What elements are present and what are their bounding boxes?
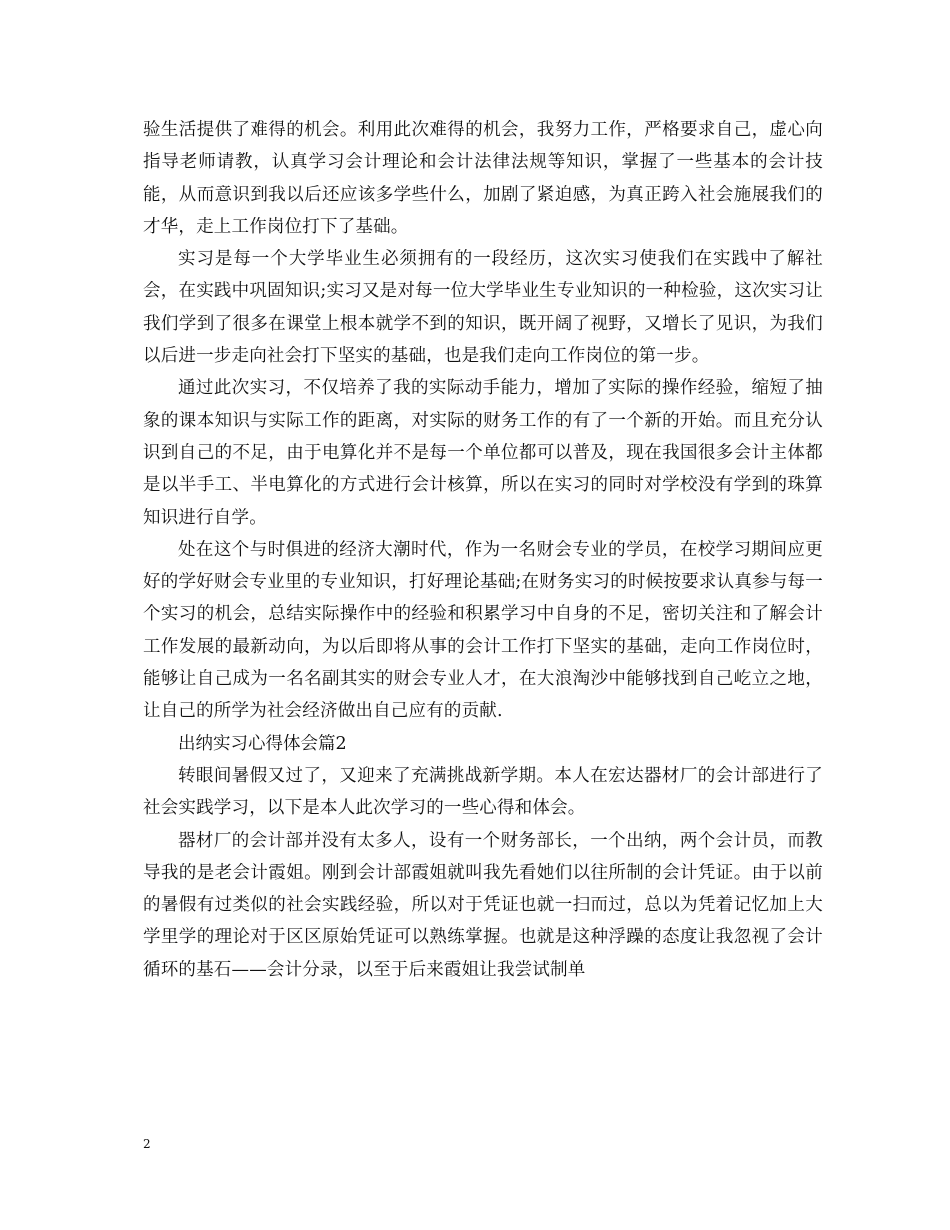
document-body [143, 114, 823, 986]
paragraph-continuation: 验生活提供了难得的机会。利用此次难得的机会，我努力工作，严格要求自己，虚心向指导老师请教，认真学习会计理论和会计法律法规等知识，掌握了一些基本的会计技能，从而意识到我以后还应该多学些什么，加剧了紧迫感，为真正跨入社会施展我们的才华，走上工作岗位打下了基础。 [143, 120, 823, 237]
paragraph-era-reflection: 处在这个与时俱进的经济大潮时代，作为一名财会专业的学员，在校学习期间应更好的学好财会专业里的专业知识，打好理论基础;在财务实习的时候按要求认真参与每一个实习的机会，总结实际操作中的经验和积累学习中自身的不足，密切关注和了解会计工作发展的最新动向，为以后即将从事的会计工作打下坚实的基础，走向工作岗位时，能够让自己成为一名名副其实的财会专业人才，在大浪淘沙中能够找到自己屹立之地，让自己的所学为社会经济做出自己应有的贡献. [143, 539, 823, 722]
section-heading: 出纳实习心得体会篇2 [178, 733, 347, 754]
paragraph-accounting-department: 器材厂的会计部并没有太多人，设有一个财务部长，一个出纳，两个会计员，而教导我的是老会计霞姐。刚到会计部霞姐就叫我先看她们以往所制的会计凭证。由于以前的暑假有过类似的社会实践经验，所以对于凭证也就一扫而过，总以为凭着记忆加上大学里学的理论对于区区原始凭证可以熟练掌握。也就是这种浮躁的态度让我忽视了会计循环的基石——会计分录，以至于后来霞姐让我尝试制单 [143, 830, 823, 980]
paragraph-summer-intro: 转眼间暑假又过了，又迎来了充满挑战新学期。本人在宏达器材厂的会计部进行了社会实践学习，以下是本人此次学习的一些心得和体会。 [143, 765, 823, 819]
paragraph-internship-experience: 实习是每一个大学毕业生必须拥有的一段经历，这次实习使我们在实践中了解社会，在实践中巩固知识;实习又是对每一位大学毕业生专业知识的一种检验，这次实习让我们学到了很多在课堂上根本就学不到的知识，既开阔了视野，又增长了见识，为我们以后进一步走向社会打下坚实的基础，也是我们走向工作岗位的第一步。 [143, 249, 823, 367]
paragraph-practical-ability: 通过此次实习，不仅培养了我的实际动手能力，增加了实际的操作经验，缩短了抽象的课本知识与实际工作的距离，对实际的财务工作的有了一个新的开始。而且充分认识到自己的不足，由于电算化并不是每一个单位都可以普及，现在我国很多会计主体都是以半手工、半电算化的方式进行会计核算，所以在实习的同时对学校没有学到的珠算知识进行自学。 [143, 378, 823, 528]
page-number: 2 [143, 1137, 151, 1151]
